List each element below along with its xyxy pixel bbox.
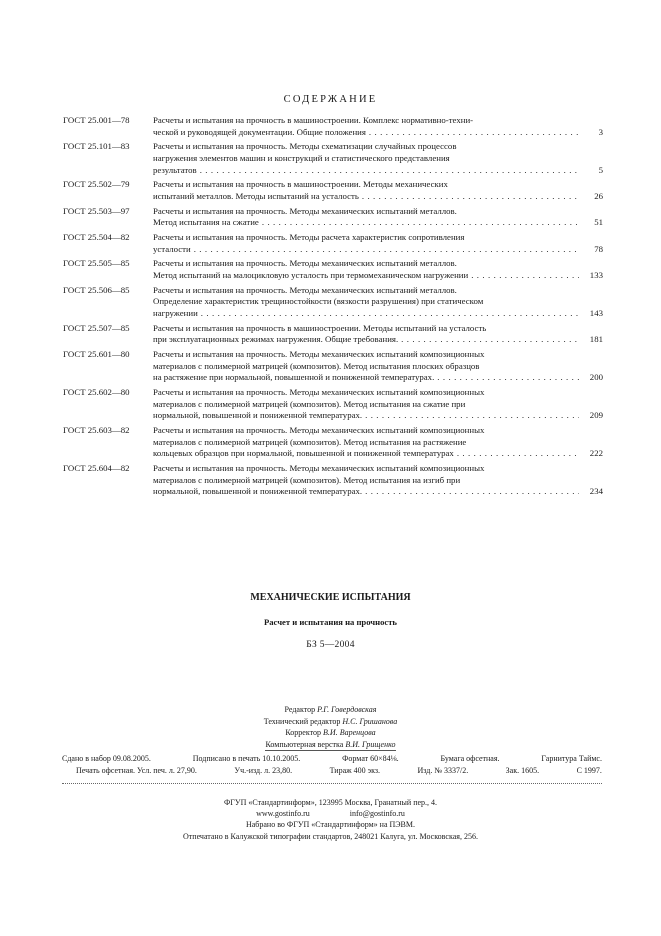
publisher-website: www.gostinfo.ru (256, 809, 310, 819)
toc-standard-code: ГОСТ 25.504—82 (63, 232, 130, 243)
toc-standard-code: ГОСТ 25.601—80 (63, 349, 130, 360)
toc-entry-title (153, 425, 603, 460)
toc-title-last-line (153, 127, 603, 139)
toc-title-last-line (153, 308, 603, 320)
dot-leader (468, 270, 579, 282)
table-of-contents (63, 115, 603, 501)
toc-page-number: 26 (594, 190, 603, 201)
toc-entry-title (153, 349, 603, 384)
dot-leader (359, 191, 579, 203)
toc-entry-title (153, 115, 603, 138)
toc-title-line: нагружения элементов машин и конструкций и статистического представления (153, 152, 450, 163)
toc-entry-title (153, 258, 603, 281)
toc-title-last-line (153, 165, 603, 177)
toc-entry (63, 285, 603, 320)
toc-title-line: нормальной, повышенной и пониженной температурах. (153, 410, 363, 421)
toc-title-last-line (153, 334, 603, 346)
toc-page-number: 200 (589, 372, 603, 383)
toc-title-last-line (153, 270, 603, 282)
credit-proofreader: Корректор В.И. Варенцова (285, 728, 376, 737)
toc-title-line: Расчеты и испытания на прочность в машиностроении. Методы механических (153, 179, 448, 190)
toc-title-line: Расчеты и испытания на прочность. Методы механических испытаний композиционных (153, 387, 485, 398)
divider (62, 783, 602, 784)
printing-note: Отпечатано в Калужской типографии стандартов, 248021 Калуга, ул. Московская, 256. (183, 831, 478, 841)
toc-title-line: нормальной, повышенной и пониженной температурах. (153, 486, 363, 497)
toc-title-line: материалов с полимерной матрицей (композитов). Метод испытания на изгиб при (153, 474, 461, 485)
toc-page-number: 3 (598, 126, 603, 137)
toc-title-line: Расчеты и испытания на прочность. Методы механических испытаний металлов. (153, 258, 457, 269)
publisher-address: ФГУП «Стандартинформ», 123995 Москва, Гранатный пер., 4. (223, 798, 438, 807)
toc-page-number: 5 (598, 164, 603, 175)
toc-entry-title (153, 463, 603, 498)
toc-title-line: Расчеты и испытания на прочность. Методы механических испытаний металлов. (153, 205, 457, 216)
dot-leader (259, 217, 579, 229)
toc-entry-title (153, 141, 603, 176)
toc-standard-code: ГОСТ 25.506—85 (63, 284, 130, 295)
toc-page-number: 143 (589, 308, 603, 319)
toc-title-line: при эксплуатационных режимах нагружения. Общие требования. (153, 334, 399, 345)
toc-entry-title (153, 323, 603, 346)
toc-entry-title (153, 206, 603, 229)
dot-leader (366, 127, 579, 139)
toc-title-line: Расчеты и испытания на прочность. Методы схематизации случайных процессов (153, 141, 457, 152)
dot-leader (398, 334, 579, 346)
toc-title-line: результатов (153, 164, 197, 175)
dot-leader (198, 308, 579, 320)
toc-title: СОДЕРЖАНИЕ (283, 94, 378, 105)
toc-entry (63, 179, 603, 202)
toc-standard-code: ГОСТ 25.502—79 (63, 179, 130, 190)
toc-title-line: Расчеты и испытания на прочность. Методы механических испытаний металлов. (153, 284, 457, 295)
toc-standard-code: ГОСТ 25.507—85 (63, 322, 130, 333)
publisher-footer (0, 797, 661, 842)
toc-title-last-line (153, 244, 603, 256)
toc-page-number: 181 (589, 334, 603, 345)
toc-page-number: 51 (594, 217, 603, 228)
toc-title-line: Расчеты и испытания на прочность в машиностроении. Комплекс нормативно-техни- (153, 115, 474, 125)
dot-leader (197, 165, 579, 177)
toc-title-line: материалов с полимерной матрицей (композитов). Метод испытания на растяжение (153, 436, 467, 447)
toc-entry (63, 387, 603, 422)
collection-code: БЗ 5—2004 (306, 640, 355, 650)
publisher-email: info@gostinfo.ru (349, 809, 405, 819)
toc-page-number: 209 (589, 410, 603, 421)
dot-leader (434, 372, 579, 384)
toc-standard-code: ГОСТ 25.505—85 (63, 258, 130, 269)
toc-title-line: Расчеты и испытания на прочность. Методы расчета характеристик сопротивления (153, 232, 465, 243)
toc-title-line: кольцевых образцов при нормальной, повышенной и пониженной температурах (153, 448, 454, 459)
toc-title-line: Расчеты и испытания на прочность. Методы механических испытаний композиционных (153, 425, 485, 436)
toc-standard-code: ГОСТ 25.602—80 (63, 387, 130, 398)
toc-title-line: Расчеты и испытания на прочность в машиностроении. Методы испытаний на усталость (153, 322, 487, 333)
dot-leader (454, 448, 579, 460)
collection-subheading: Расчет и испытания на прочность (264, 617, 397, 627)
toc-entry (63, 258, 603, 281)
toc-entry (63, 141, 603, 176)
publisher-contacts (0, 808, 661, 819)
credit-tech-editor: Технический редактор Н.С. Гришанова (263, 716, 398, 726)
toc-title-last-line (153, 410, 603, 422)
toc-title-line: Расчеты и испытания на прочность. Методы механических испытаний композиционных (153, 349, 485, 360)
toc-title-line: испытаний металлов. Методы испытаний на усталость (153, 190, 359, 201)
toc-standard-code: ГОСТ 25.503—97 (63, 205, 130, 216)
collection-heading: МЕХАНИЧЕСКИЕ ИСПЫТАНИЯ (250, 592, 411, 603)
toc-standard-code: ГОСТ 25.603—82 (63, 425, 130, 436)
toc-title-last-line (153, 372, 603, 384)
toc-title-last-line (153, 486, 603, 498)
toc-entry (63, 206, 603, 229)
toc-entry (63, 232, 603, 255)
toc-entry (63, 323, 603, 346)
toc-title-line: материалов с полимерной матрицей (композитов). Метод испытания на сжатие при (153, 398, 466, 409)
toc-title-last-line (153, 217, 603, 229)
dot-leader (362, 410, 579, 422)
publishing-row-1: Сдано в набор 09.08.2005. Подписано в печать 10.10.2005. Формат 60×84⅛. Бумага офсетная. Гарнитура Таймс. (62, 754, 602, 763)
toc-standard-code: ГОСТ 25.001—78 (63, 115, 130, 125)
typeset-note: Набрано во ФГУП «Стандартинформ» на ПЭВМ. (245, 820, 416, 830)
credits (0, 704, 661, 750)
toc-standard-code: ГОСТ 25.604—82 (63, 463, 130, 474)
toc-entry (63, 115, 603, 138)
toc-title-line: Расчеты и испытания на прочность. Методы механических испытаний композиционных (153, 463, 485, 474)
toc-entry-title (153, 285, 603, 320)
toc-title-line: Метод испытания на сжатие (153, 217, 259, 228)
toc-page-number: 222 (589, 448, 603, 459)
credit-layout: Компьютерная верстка В.И. Грищенко (265, 739, 396, 749)
toc-standard-code: ГОСТ 25.101—83 (63, 141, 130, 152)
toc-entry (63, 463, 603, 498)
toc-entry-title (153, 387, 603, 422)
toc-page-number: 78 (594, 243, 603, 254)
credit-editor: Редактор Р.Г. Говердовская (284, 705, 377, 714)
toc-entry-title (153, 179, 603, 202)
toc-title-line: усталости (153, 243, 191, 254)
toc-title-line: Метод испытаний на малоцикловую усталость при термомеханическом нагружении (153, 270, 469, 281)
toc-title-last-line (153, 448, 603, 460)
toc-title-line: материалов с полимерной матрицей (композитов). Метод испытания плоских образцов (153, 360, 480, 371)
toc-title-line: ческой и руководящей документации. Общие положения (153, 126, 366, 137)
toc-title-line: Определение характеристик трещиностойкости (вязкости разрушения) при статическом (153, 296, 484, 307)
publishing-row-2: Печать офсетная. Усл. печ. л. 27,90. Уч.-изд. л. 23,80. Тираж 400 экз. Изд. № 3337/2. Зак. 1605. С 1997. (76, 766, 602, 775)
toc-entry (63, 425, 603, 460)
toc-entry (63, 349, 603, 384)
dot-leader (362, 486, 579, 498)
toc-page-number: 234 (589, 486, 603, 497)
publishing-info (62, 753, 602, 777)
toc-title-last-line (153, 191, 603, 203)
dot-leader (191, 244, 579, 256)
toc-page-number: 133 (589, 270, 603, 281)
toc-entry-title (153, 232, 603, 255)
toc-title-line: нагружении (153, 308, 198, 319)
toc-title-line: на растяжение при нормальной, повышенной и пониженной температурах. (153, 372, 435, 383)
